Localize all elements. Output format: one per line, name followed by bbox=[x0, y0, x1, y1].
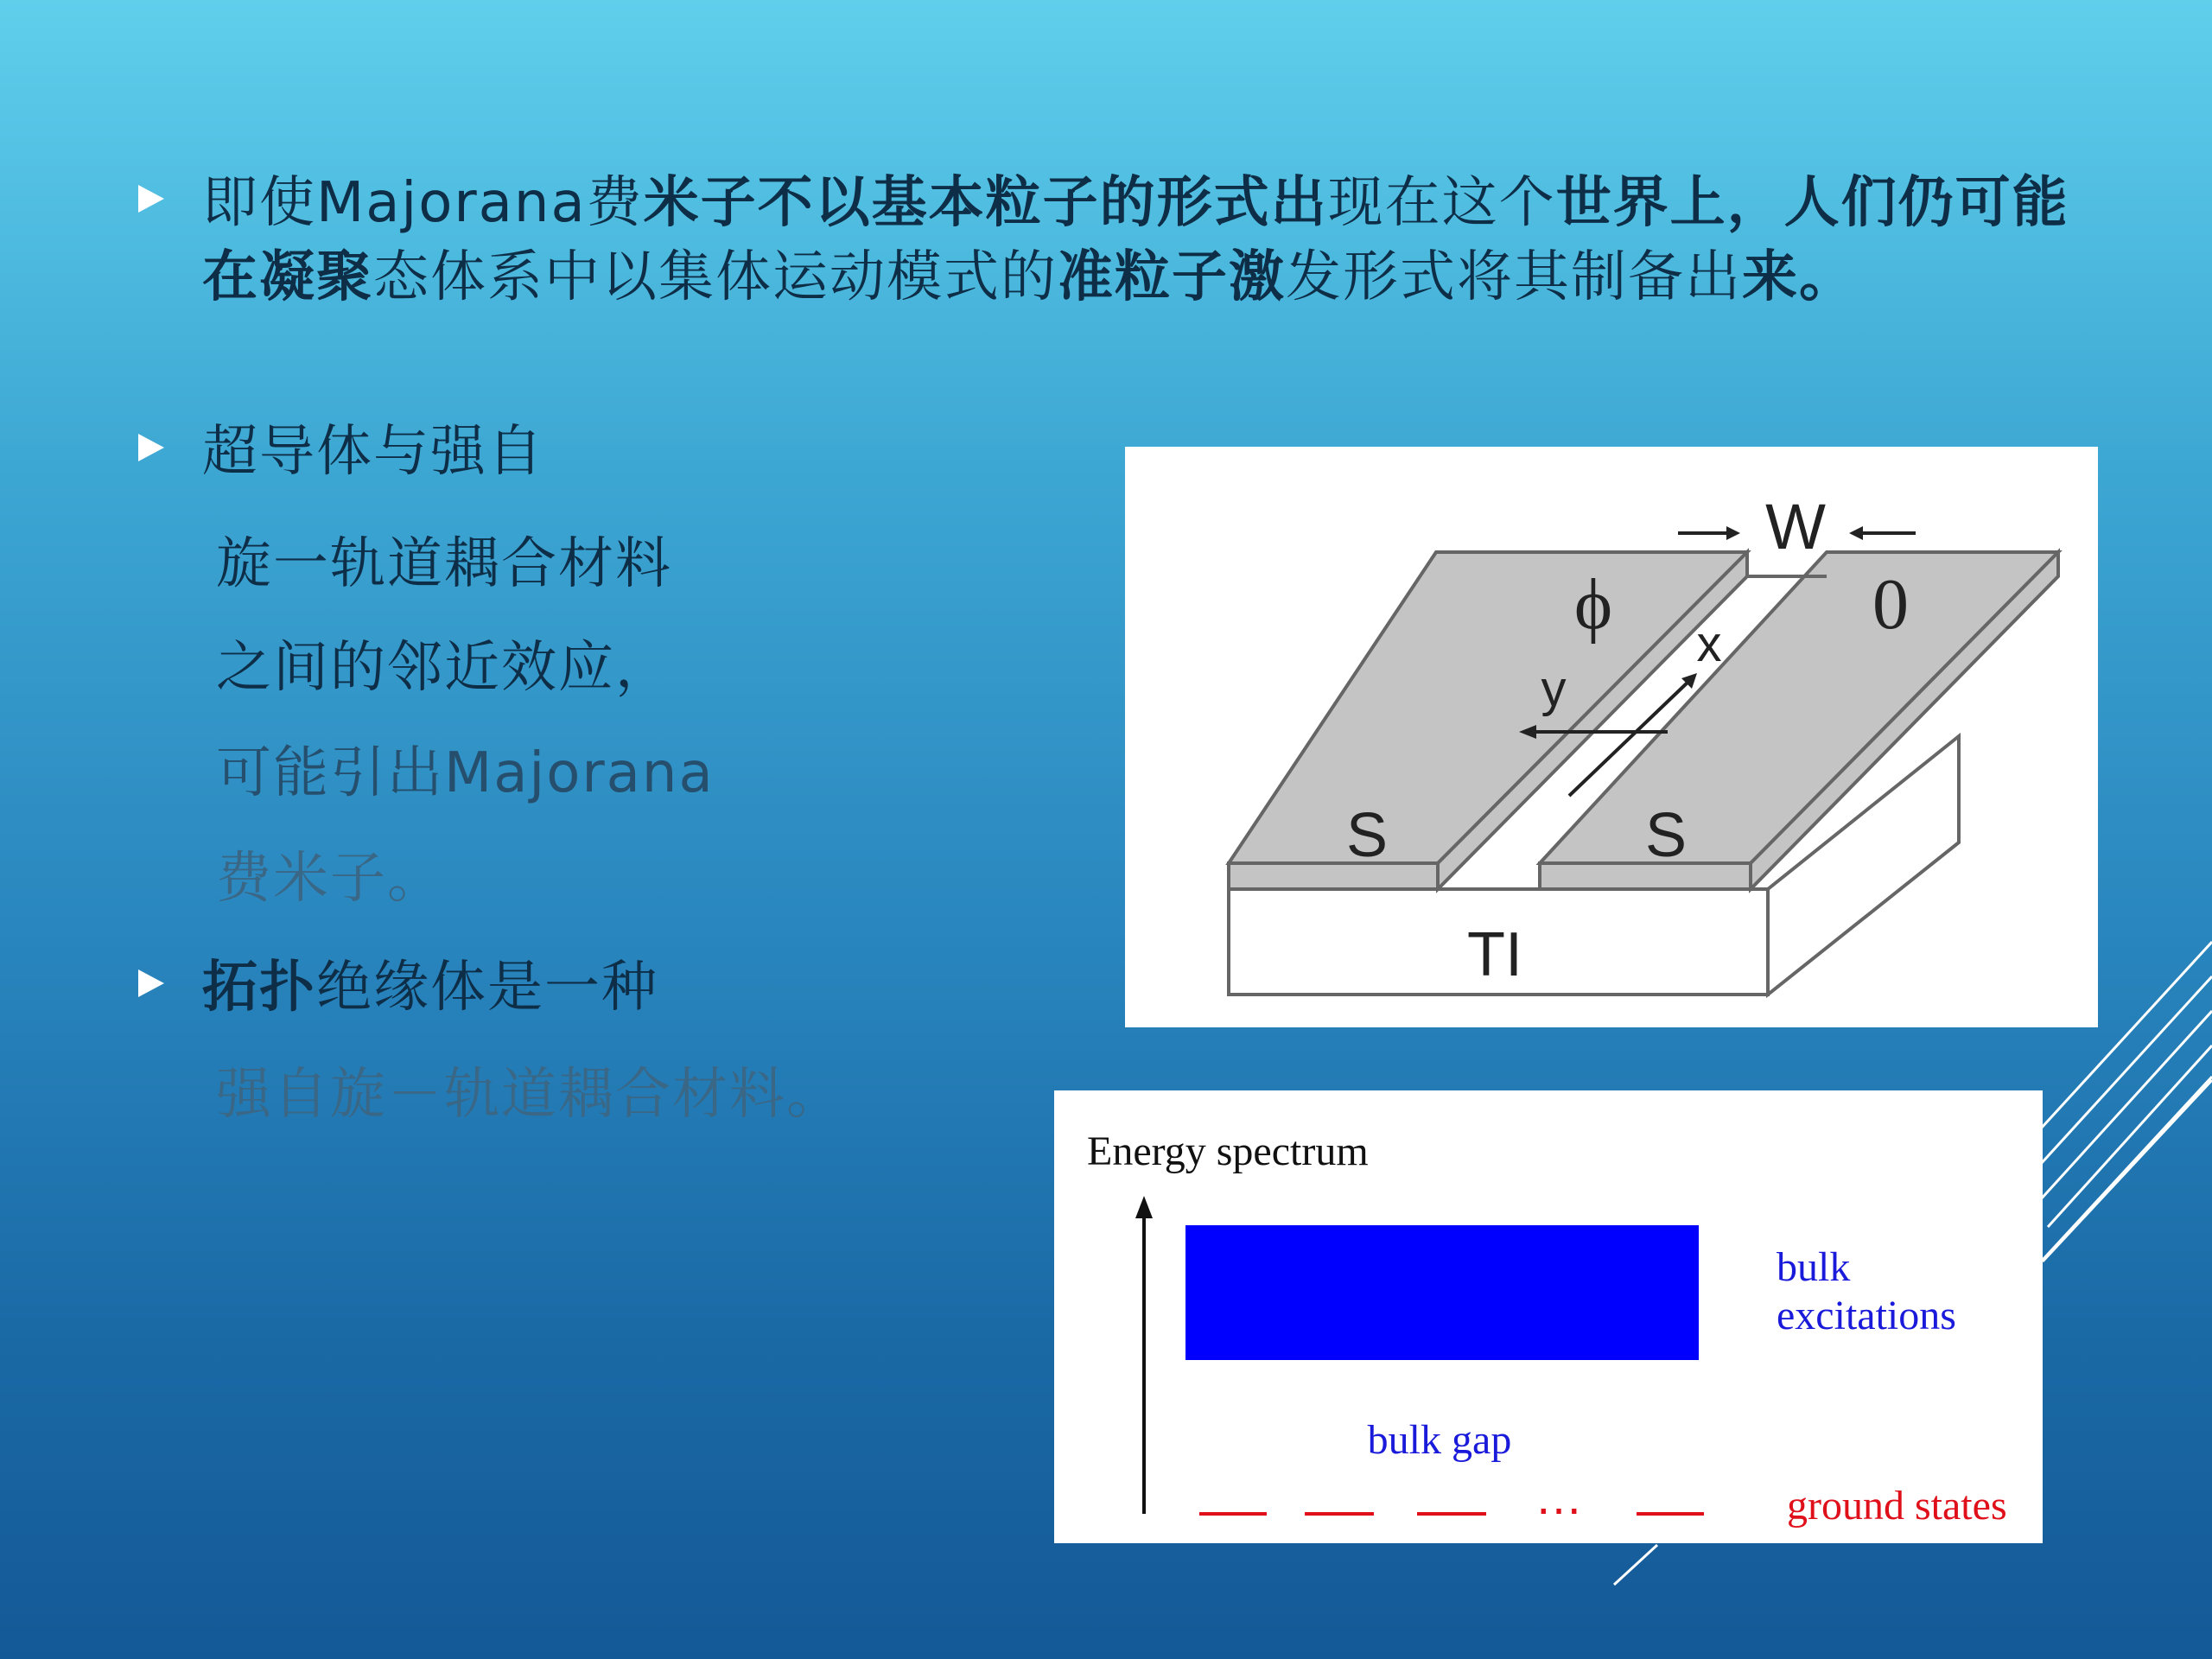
w-arrow-right-head bbox=[1849, 526, 1863, 540]
deco-line bbox=[2048, 1046, 2212, 1227]
bullet-1-seg: 发形式将其制备出 bbox=[1286, 245, 1742, 309]
label-zero: 0 bbox=[1872, 564, 1909, 645]
bullet-1-seg-bold: 来。 bbox=[1742, 245, 1856, 309]
bullet-arrow-icon bbox=[138, 969, 164, 997]
w-arrow-left-head bbox=[1726, 526, 1740, 540]
bullet-3-first-line bbox=[202, 950, 658, 1025]
deco-line bbox=[1614, 1545, 1657, 1585]
bullet-2 bbox=[138, 415, 544, 489]
label-x: x bbox=[1696, 616, 1722, 672]
bullet-1-seg-bold: 准粒子激 bbox=[1058, 245, 1286, 309]
ground-state-dots: … bbox=[1535, 1470, 1583, 1524]
bullet-1-seg-bold: 世界上，人们仍可能在凝聚 bbox=[202, 171, 2069, 309]
bullet-2-first-line: 超导体与强自 bbox=[202, 420, 544, 484]
bullet-3-line-2: 强自旋－轨道耦合材料。 bbox=[216, 1063, 843, 1127]
decorative-line-small bbox=[1607, 1538, 1659, 1590]
bullet-arrow-icon bbox=[138, 434, 164, 461]
device-diagram bbox=[1125, 447, 2098, 1027]
bullet-1-seg: 态体系中以集体运动模式的 bbox=[373, 245, 1058, 309]
label-phi: ϕ bbox=[1573, 564, 1613, 645]
bullet-2-line-3: 之间的邻近效应， bbox=[216, 636, 672, 700]
bullet-arrow-icon bbox=[138, 185, 164, 213]
left-electrode-front bbox=[1229, 863, 1438, 889]
energy-spectrum-diagram bbox=[1054, 1090, 2043, 1543]
label-s-left: S bbox=[1345, 801, 1389, 870]
spectrum-title: Energy spectrum bbox=[1087, 1128, 1369, 1174]
bullet-2-line-2: 旋一轨道耦合材料 bbox=[216, 532, 672, 596]
gap-label: bulk gap bbox=[1367, 1417, 1512, 1463]
bullet-1 bbox=[138, 166, 2103, 315]
bulk-label-line2: excitations bbox=[1777, 1293, 1956, 1338]
label-ti: TI bbox=[1467, 920, 1522, 989]
device-diagram-svg bbox=[1125, 447, 2098, 1027]
deco-line bbox=[2022, 942, 2212, 1149]
bullet-2-line-5: 费米子。 bbox=[216, 847, 444, 911]
bullet-3 bbox=[138, 950, 658, 1025]
label-y: y bbox=[1541, 661, 1567, 717]
bullet-3-rest: 绝缘体是一种 bbox=[316, 956, 658, 1020]
decorative-lines bbox=[1987, 907, 2212, 1659]
bulk-band bbox=[1185, 1225, 1699, 1360]
bullet-1-seg: 现在这个 bbox=[1327, 171, 1556, 235]
bullet-1-seg-bold: 米子不以基本粒子的形式出 bbox=[643, 171, 1328, 235]
energy-spectrum-svg bbox=[1054, 1090, 2043, 1543]
bullet-3-bold: 拓扑 bbox=[202, 956, 316, 1020]
ground-label: ground states bbox=[1787, 1483, 2007, 1529]
bullet-2-line-4: 可能引出Majorana bbox=[216, 741, 715, 805]
bulk-label-line1: bulk bbox=[1777, 1244, 1851, 1290]
label-w: W bbox=[1765, 491, 1826, 563]
label-s-right: S bbox=[1644, 801, 1688, 870]
bullet-1-seg: 即使Majorana费 bbox=[202, 171, 644, 235]
energy-axis-head bbox=[1135, 1196, 1153, 1218]
bullet-1-text bbox=[202, 166, 2103, 315]
